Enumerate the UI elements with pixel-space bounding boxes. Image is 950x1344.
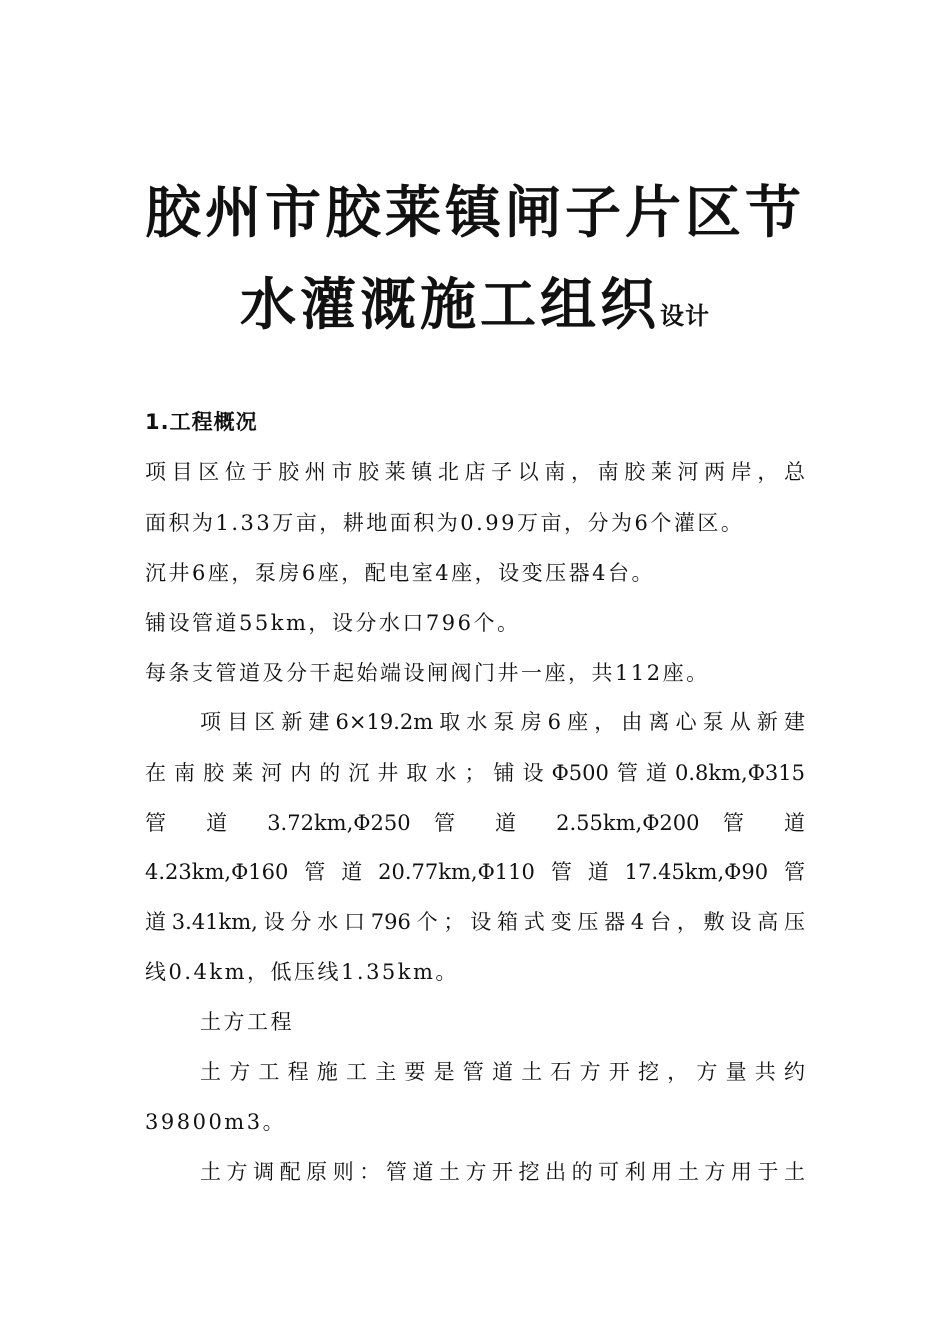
title-line-2-text: 水灌溉施工组织 bbox=[240, 273, 660, 338]
paragraph-line: 项目区位于胶州市胶莱镇北店子以南，南胶莱河两岸，总 bbox=[145, 460, 805, 484]
paragraph-line: 在南胶莱河内的沉井取水；铺设Φ500管道0.8km,Φ315 bbox=[145, 761, 805, 785]
document-title-line-1 bbox=[0, 181, 950, 246]
title-line-1-text: 胶州市胶莱镇闸子片区节 bbox=[145, 181, 805, 246]
paragraph-line: 土方调配原则：管道土方开挖出的可利用土方用于土 bbox=[200, 1160, 805, 1184]
paragraph-line: 线0.4km，低压线1.35km。 bbox=[145, 960, 459, 984]
document-title-line-2 bbox=[0, 273, 950, 338]
paragraph-line: 每条支管道及分干起始端设闸阀门井一座，共112座。 bbox=[145, 661, 710, 685]
title-suffix: 设计 bbox=[660, 302, 710, 330]
paragraph-line: 面积为1.33万亩，耕地面积为0.99万亩，分为6个灌区。 bbox=[145, 511, 745, 535]
paragraph-line: 管 道 3.72km,Φ250 管 道 2.55km,Φ200 管 道 bbox=[145, 811, 805, 835]
paragraph-line: 39800m3。 bbox=[145, 1110, 287, 1134]
paragraph-line: 铺设管道55km，设分水口796个。 bbox=[145, 611, 521, 635]
paragraph-line: 4.23km,Φ160管道20.77km,Φ110管道17.45km,Φ90管 bbox=[145, 860, 805, 884]
paragraph-line: 沉井6座，泵房6座，配电室4座，设变压器4台。 bbox=[145, 561, 655, 585]
paragraph-line: 土方工程施工主要是管道土石方开挖，方量共约 bbox=[200, 1060, 805, 1084]
paragraph-line: 道3.41km,设分水口796个；设箱式变压器4台，敷设高压 bbox=[145, 910, 805, 934]
paragraph-line: 项目区新建6×19.2m取水泵房6座，由离心泵从新建 bbox=[200, 710, 805, 734]
subsection-heading: 土方工程 bbox=[200, 1010, 294, 1034]
section-heading: 1.工程概况 bbox=[145, 410, 258, 434]
